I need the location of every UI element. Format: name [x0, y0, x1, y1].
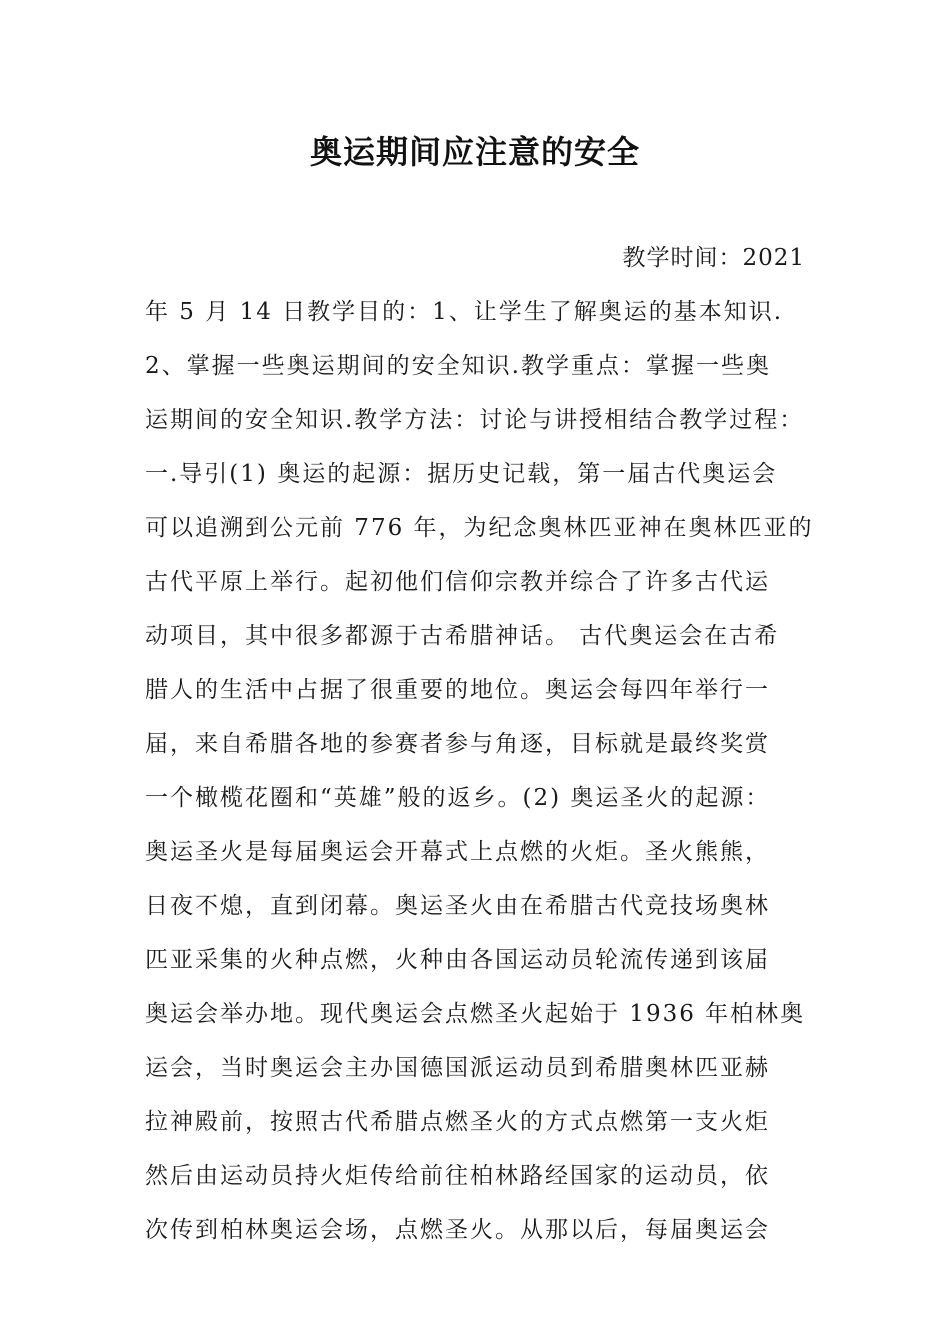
document-body [145, 231, 825, 1257]
text-line: 次传到柏林奥运会场，点燃圣火。从那以后，每届奥运会 [145, 1217, 770, 1243]
document-title: 奥运期间应注意的安全 [309, 133, 640, 171]
text-line: 届，来自希腊各地的参赛者参与角逐，目标就是最终奖赏 [145, 731, 770, 757]
text-line: 腊人的生活中占据了很重要的地位。奥运会每四年举行一 [145, 677, 770, 703]
text-line: 运会，当时奥运会主办国德国派运动员到希腊奥林匹亚赫 [145, 1055, 770, 1081]
text-line: 可以追溯到公元前 776 年，为纪念奥林匹亚神在奥林匹亚的 [145, 515, 814, 541]
text-line: 动项目，其中很多都源于古希腊神话。 古代奥运会在古希 [145, 623, 780, 649]
text-line: 古代平原上举行。起初他们信仰宗教并综合了许多古代运 [145, 569, 770, 595]
text-line: 拉神殿前，按照古代希腊点燃圣火的方式点燃第一支火炬 [145, 1109, 770, 1135]
text-line-teaching-time: 教学时间：2021 [622, 245, 805, 271]
text-line: 奥运会举办地。现代奥运会点燃圣火起始于 1936 年柏林奥 [145, 1001, 806, 1027]
text-line: 匹亚采集的火种点燃，火种由各国运动员轮流传递到该届 [145, 947, 770, 973]
text-line: 然后由运动员持火炬传给前往柏林路经国家的运动员，依 [145, 1163, 770, 1189]
text-line: 2、掌握一些奥运期间的安全知识.教学重点：掌握一些奥 [145, 353, 771, 379]
text-line: 年 5 月 14 日教学目的：1、让学生了解奥运的基本知识. [145, 299, 784, 325]
text-line: 一个橄榄花圈和“英雄”般的返乡。(2) 奥运圣火的起源： [145, 785, 771, 811]
text-line: 一.导引(1) 奥运的起源：据历史记载，第一届古代奥运会 [145, 461, 778, 487]
text-line: 日夜不熄，直到闭幕。奥运圣火由在希腊古代竞技场奥林 [145, 893, 770, 919]
text-line: 运期间的安全知识.教学方法：讨论与讲授相结合教学过程： [145, 407, 805, 433]
text-line: 奥运圣火是每届奥运会开幕式上点燃的火炬。圣火熊熊， [145, 839, 770, 865]
